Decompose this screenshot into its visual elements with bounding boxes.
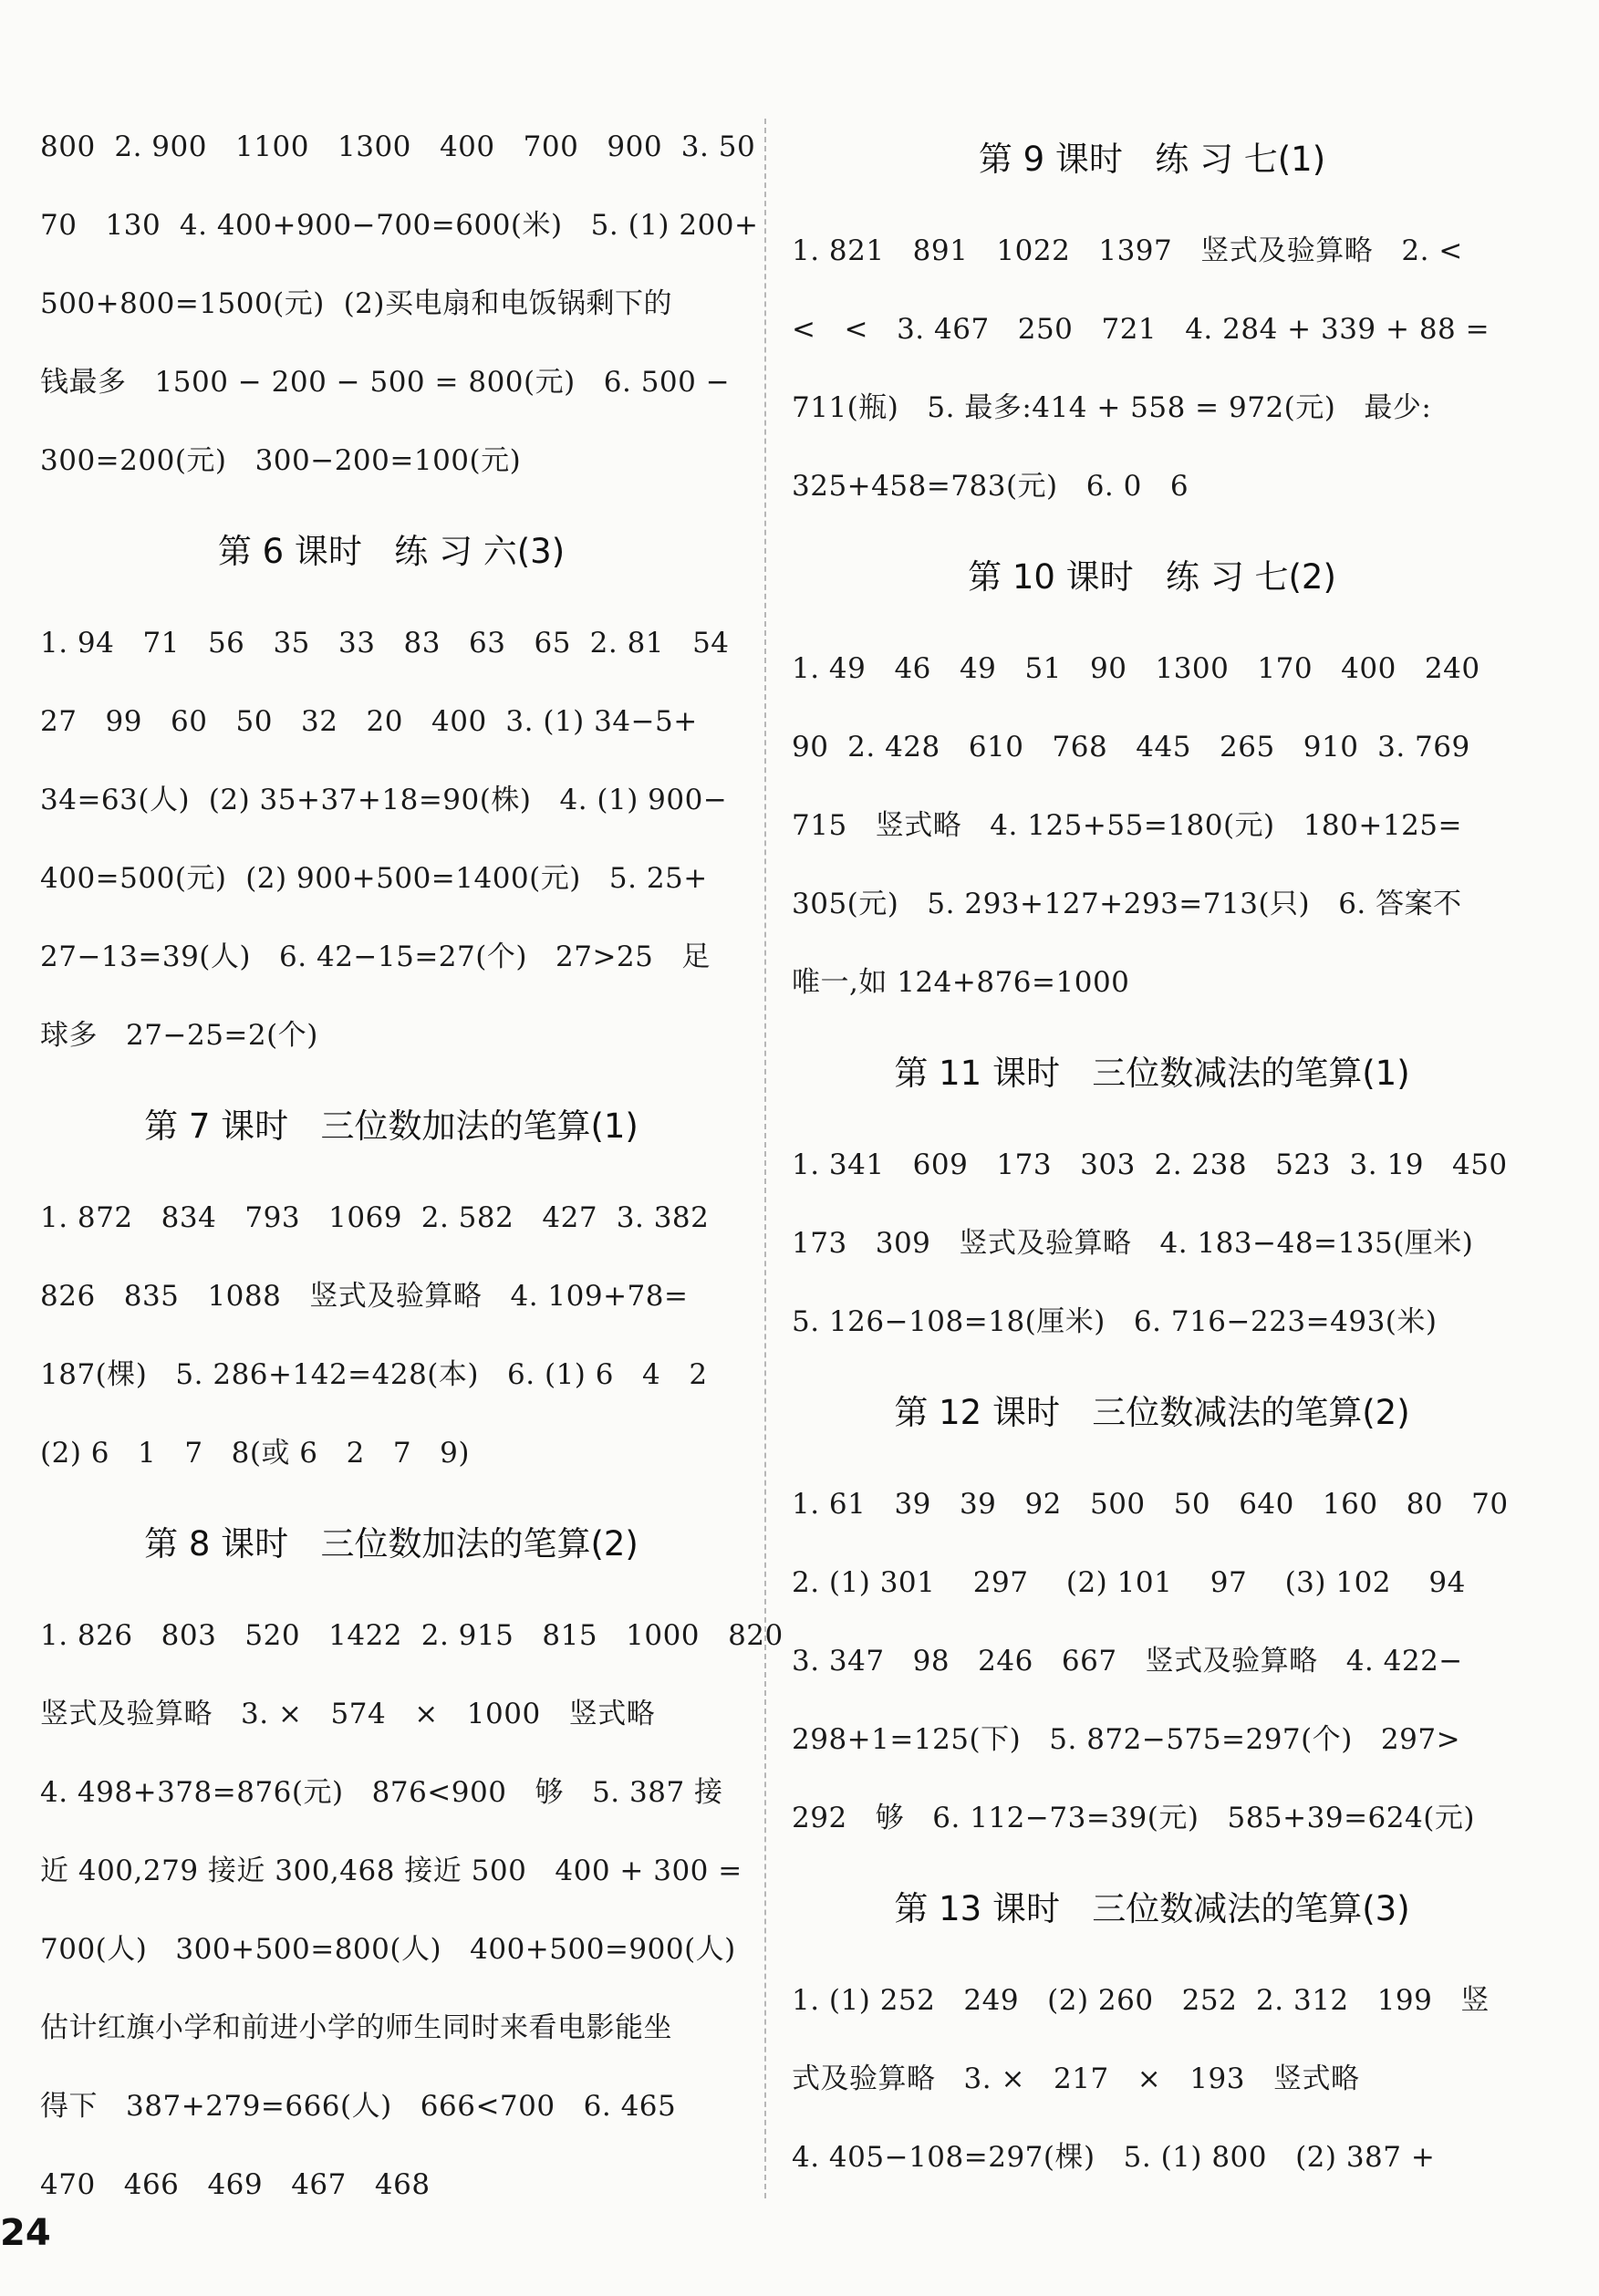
- answer-line: 500+800=1500(元) (2)买电扇和电饭锅剩下的: [40, 287, 672, 320]
- answer-line: 173 309 竖式及验算略 4. 183−48=135(厘米): [792, 1227, 1474, 1260]
- answer-line: 1. (1) 252 249 (2) 260 252 2. 312 199 竖: [792, 1984, 1490, 2017]
- answer-line: 27−13=39(人) 6. 42−15=27(个) 27>25 足: [40, 940, 711, 973]
- answer-line: 90 2. 428 610 768 445 265 910 3. 769: [792, 731, 1470, 764]
- answer-line: 34=63(人) (2) 35+37+18=90(株) 4. (1) 900−: [40, 784, 728, 816]
- answer-line: 钱最多 1500 − 200 − 500 = 800(元) 6. 500 −: [40, 366, 731, 399]
- answer-line: 826 835 1088 竖式及验算略 4. 109+78=: [40, 1280, 689, 1313]
- answer-line: 4. 405−108=297(棵) 5. (1) 800 (2) 387 +: [792, 2141, 1436, 2174]
- column-divider: [764, 119, 766, 2198]
- answer-line: 800 2. 900 1100 1300 400 700 900 3. 50: [40, 130, 756, 163]
- right-column: [792, 108, 1512, 2197]
- lesson-heading: 第 12 课时 三位数减法的笔算(2): [894, 1393, 1410, 1432]
- lesson-heading: 第 8 课时 三位数加法的笔算(2): [144, 1524, 639, 1564]
- lesson-heading: 第 7 课时 三位数加法的笔算(1): [144, 1106, 639, 1146]
- answer-line: 式及验算略 3. × 217 × 193 竖式略: [792, 2062, 1360, 2095]
- answer-line: 球多 27−25=2(个): [40, 1019, 318, 1052]
- answer-line: 325+458=783(元) 6. 0 6: [792, 470, 1189, 503]
- answer-line: 唯一,如 124+876=1000: [792, 966, 1130, 999]
- answer-line: 1. 94 71 56 35 33 83 63 65 2. 81 54: [40, 627, 730, 660]
- answer-line: 470 466 469 467 468: [40, 2168, 431, 2201]
- answer-line: 700(人) 300+500=800(人) 400+500=900(人): [40, 1933, 736, 1966]
- lesson-heading: 第 9 课时 练 习 七(1): [978, 140, 1326, 179]
- answer-line: 5. 126−108=18(厘米) 6. 716−223=493(米): [792, 1305, 1438, 1338]
- answer-line: 400=500(元) (2) 900+500=1400(元) 5. 25+: [40, 862, 708, 895]
- answer-line: 298+1=125(下) 5. 872−575=297(个) 297>: [792, 1723, 1461, 1756]
- lesson-heading: 第 13 课时 三位数减法的笔算(3): [894, 1889, 1410, 1928]
- answer-line: 300=200(元) 300−200=100(元): [40, 444, 522, 477]
- answer-line: 715 竖式略 4. 125+55=180(元) 180+125=: [792, 809, 1462, 842]
- answer-line: 1. 61 39 39 92 500 50 640 160 80 70: [792, 1488, 1509, 1521]
- answer-line: 竖式及验算略 3. × 574 × 1000 竖式略: [40, 1698, 656, 1730]
- answer-line: 近 400,279 接近 300,468 接近 500 400 + 300 =: [40, 1854, 742, 1887]
- answer-line: 292 够 6. 112−73=39(元) 585+39=624(元): [792, 1802, 1475, 1834]
- answer-line: 3. 347 98 246 667 竖式及验算略 4. 422−: [792, 1645, 1463, 1678]
- answer-line: 187(棵) 5. 286+142=428(本) 6. (1) 6 4 2: [40, 1358, 708, 1391]
- lesson-heading: 第 10 课时 练 习 七(2): [968, 557, 1336, 597]
- answer-line: 305(元) 5. 293+127+293=713(只) 6. 答案不: [792, 888, 1462, 920]
- answer-line: 1. 826 803 520 1422 2. 915 815 1000 820: [40, 1619, 784, 1652]
- answer-line: 4. 498+378=876(元) 876<900 够 5. 387 接: [40, 1776, 723, 1809]
- lesson-heading: 第 6 课时 练 习 六(3): [217, 532, 566, 571]
- answer-line: 估计红旗小学和前进小学的师生同时来看电影能坐: [40, 2011, 672, 2044]
- page-number: 24: [0, 2212, 51, 2254]
- answer-line: 711(瓶) 5. 最多:414 + 558 = 972(元) 最少:: [792, 391, 1432, 424]
- answer-line: 得下 387+279=666(人) 666<700 6. 465: [40, 2090, 677, 2123]
- answer-line: 1. 821 891 1022 1397 竖式及验算略 2. <: [792, 234, 1463, 267]
- answer-line: 1. 872 834 793 1069 2. 582 427 3. 382: [40, 1201, 710, 1234]
- lesson-heading: 第 11 课时 三位数减法的笔算(1): [894, 1054, 1410, 1093]
- answer-line: < < 3. 467 250 721 4. 284 + 339 + 88 =: [792, 313, 1490, 346]
- answer-line: 2. (1) 301 297 (2) 101 97 (3) 102 94: [792, 1566, 1466, 1599]
- answer-line: 1. 49 46 49 51 90 1300 170 400 240: [792, 652, 1480, 685]
- answer-line: 27 99 60 50 32 20 400 3. (1) 34−5+: [40, 705, 698, 738]
- left-column: [40, 108, 784, 2224]
- answer-line: (2) 6 1 7 8(或 6 2 7 9): [40, 1437, 470, 1470]
- answer-line: 70 130 4. 400+900−700=600(米) 5. (1) 200+: [40, 209, 759, 242]
- answer-line: 1. 341 609 173 303 2. 238 523 3. 19 450: [792, 1148, 1508, 1181]
